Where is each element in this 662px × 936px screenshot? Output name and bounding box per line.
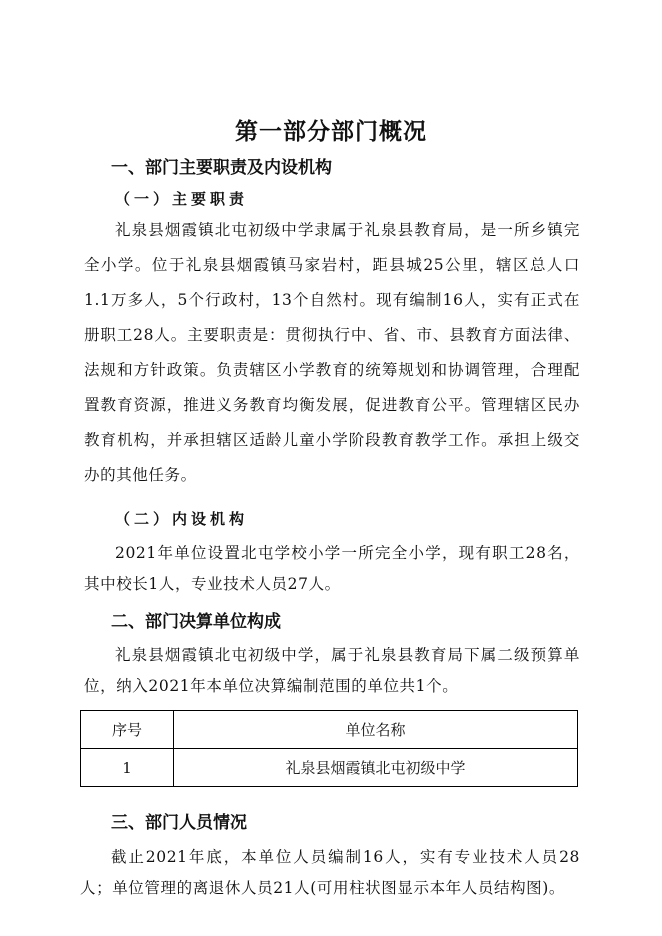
budget-units-table: [80, 710, 578, 787]
section-heading-duties: 一、部门主要职责及内设机构: [111, 158, 332, 178]
table-header-row: [81, 711, 578, 749]
table-header-unit-name: 单位名称: [174, 711, 578, 749]
subheading-main-duties: （一）主要职责: [115, 190, 249, 208]
paragraph-budget-units: 礼泉县烟霞镇北屯初级中学，属于礼泉县教育局下属二级预算单位，纳入2021年本单位决算编制范围的单位共1个。: [84, 646, 580, 695]
table-row: [81, 749, 578, 787]
table-header-index: 序号: [81, 711, 174, 749]
paragraph-main-duties: 礼泉县烟霞镇北屯初级中学隶属于礼泉县教育局，是一所乡镇完全小学。位于礼泉县烟霞镇马家岩村，距县城25公里，辖区总人口1.1万多人，5个行政村，13个自然村。现有编制16人，实有正式在册职工28人。主要职责是：贯彻执行中、省、市、县教育方面法律、法规和方针政策。负责辖区小学教育的统筹规划和协调管理，合理配置教育资源，推进义务教育均衡发展，促进教育公平。管理辖区民办教育机构，并承担辖区适龄儿童小学阶段教育教学工作。承担上级交办的其他任务。: [84, 221, 580, 484]
paragraph-personnel: 截止2021年底，本单位人员编制16人，实有专业技术人员28人；单位管理的离退休人员21人(可用柱状图显示本年人员结构图)。: [80, 848, 580, 897]
section-heading-personnel: 三、部门人员情况: [111, 813, 247, 833]
subheading-internal-structure: （二）内设机构: [115, 510, 249, 528]
table-cell-unit-name: 礼泉县烟霞镇北屯初级中学: [174, 749, 578, 787]
paragraph-internal-structure: 2021年单位设置北屯学校小学一所完全小学，现有职工28名，其中校长1人，专业技术人员27人。: [84, 544, 580, 593]
section-heading-budget-units: 二、部门决算单位构成: [111, 612, 281, 632]
table-cell-index: 1: [81, 749, 174, 787]
page-title: 第一部分部门概况: [235, 119, 427, 145]
